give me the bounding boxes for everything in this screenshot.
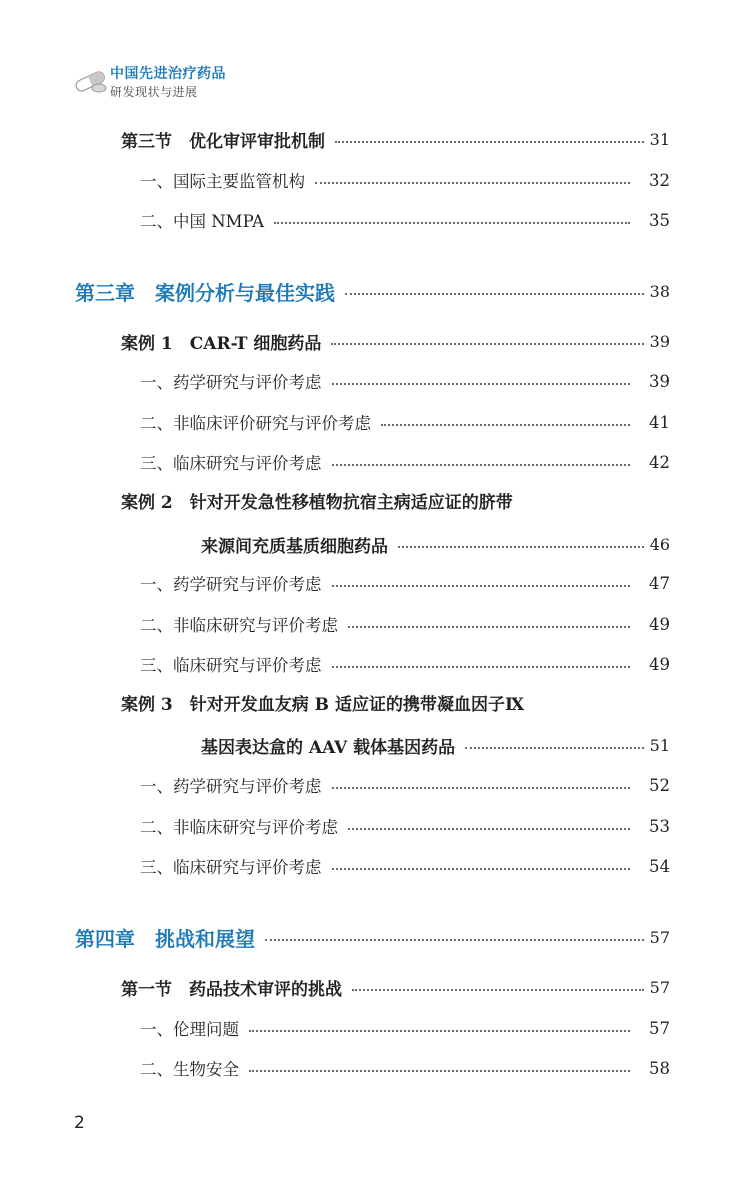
toc-case-entry[interactable] bbox=[201, 730, 670, 760]
toc-label: 第三节 优化审评审批机制 bbox=[121, 131, 325, 152]
toc-subsection-entry[interactable] bbox=[140, 851, 670, 881]
toc-page-number: 53 bbox=[649, 816, 670, 836]
toc-chapter-label: 第三章 案例分析与最佳实践 bbox=[75, 280, 335, 305]
toc-label: 一、伦理问题 bbox=[140, 1020, 239, 1039]
dot-leader bbox=[398, 546, 644, 548]
dot-leader bbox=[381, 424, 630, 426]
toc-label: 二、中国 NMPA bbox=[140, 212, 265, 231]
dot-leader bbox=[345, 293, 644, 295]
toc-subsection-entry[interactable] bbox=[140, 609, 670, 639]
dot-leader bbox=[465, 747, 643, 749]
toc-label: 二、非临床评价研究与评价考虑 bbox=[140, 414, 371, 433]
toc-subsection-entry[interactable] bbox=[140, 811, 670, 841]
toc-page-number: 54 bbox=[649, 856, 670, 876]
toc-page-number: 47 bbox=[649, 573, 670, 593]
toc-section-entry[interactable] bbox=[121, 972, 670, 1002]
running-header bbox=[72, 60, 332, 104]
dot-leader bbox=[249, 1070, 630, 1072]
toc-page-number: 41 bbox=[649, 412, 670, 432]
dot-leader bbox=[332, 383, 631, 385]
toc-page-number: 49 bbox=[649, 654, 670, 674]
book-title: 中国先进治疗药品 bbox=[110, 66, 226, 82]
toc-label: 三、临床研究与评价考虑 bbox=[140, 454, 322, 473]
toc-chapter-entry[interactable] bbox=[75, 922, 670, 952]
toc-page-number: 31 bbox=[649, 129, 670, 149]
dot-leader bbox=[348, 626, 630, 628]
toc-subsection-entry[interactable] bbox=[140, 568, 670, 598]
toc-subsection-entry[interactable] bbox=[140, 447, 670, 477]
toc-label: 二、非临床研究与评价考虑 bbox=[140, 616, 338, 635]
dot-leader bbox=[352, 989, 644, 991]
toc-page-number: 57 bbox=[649, 1018, 670, 1038]
dot-leader bbox=[332, 464, 631, 466]
toc-subsection-entry[interactable] bbox=[140, 205, 670, 235]
dot-leader bbox=[332, 787, 631, 789]
toc-label: 一、药学研究与评价考虑 bbox=[140, 373, 322, 392]
toc-page-number: 57 bbox=[649, 977, 670, 997]
toc-case-title-line1[interactable]: 案例 3 针对开发血友病 B 适应证的携带凝血因子Ⅸ bbox=[121, 695, 525, 715]
dot-leader bbox=[315, 182, 630, 184]
toc-subsection-entry[interactable] bbox=[140, 1053, 670, 1083]
book-subtitle: 研发现状与进展 bbox=[110, 85, 198, 99]
toc-label: 三、临床研究与评价考虑 bbox=[140, 656, 322, 675]
toc-page-number: 52 bbox=[649, 775, 670, 795]
dot-leader bbox=[332, 585, 631, 587]
dot-leader bbox=[332, 868, 631, 870]
toc-page-number: 51 bbox=[649, 735, 670, 755]
toc-page-number: 42 bbox=[649, 452, 670, 472]
toc-page-number: 46 bbox=[649, 534, 670, 554]
toc-subsection-entry[interactable] bbox=[140, 770, 670, 800]
pill-capsule-icon bbox=[72, 68, 108, 94]
toc-label: 三、临床研究与评价考虑 bbox=[140, 858, 322, 877]
toc-label: 一、国际主要监管机构 bbox=[140, 172, 305, 191]
dot-leader bbox=[331, 343, 643, 345]
toc-page-number: 32 bbox=[649, 170, 670, 190]
dot-leader bbox=[348, 828, 630, 830]
toc-label: 案例 1 CAR-T 细胞药品 bbox=[121, 333, 322, 354]
toc-chapter-label: 第四章 挑战和展望 bbox=[75, 926, 255, 951]
toc-subsection-entry[interactable] bbox=[140, 407, 670, 437]
toc-label: 二、生物安全 bbox=[140, 1060, 239, 1079]
dot-leader bbox=[274, 222, 630, 224]
toc-label: 一、药学研究与评价考虑 bbox=[140, 777, 322, 796]
toc-page-number: 58 bbox=[649, 1058, 670, 1078]
toc-page-number: 35 bbox=[649, 210, 670, 230]
toc-chapter-entry[interactable] bbox=[75, 276, 670, 306]
toc-label: 一、药学研究与评价考虑 bbox=[140, 575, 322, 594]
dot-leader bbox=[335, 141, 644, 143]
toc-label: 来源间充质基质细胞药品 bbox=[201, 536, 388, 557]
page-folio: 2 bbox=[74, 1113, 85, 1133]
toc-page-number: 39 bbox=[649, 371, 670, 391]
toc-page-number: 39 bbox=[649, 331, 670, 351]
toc-label: 基因表达盒的 AAV 载体基因药品 bbox=[201, 737, 456, 758]
toc-case-entry[interactable] bbox=[201, 529, 670, 559]
dot-leader bbox=[249, 1030, 630, 1032]
toc-subsection-entry[interactable] bbox=[140, 165, 670, 195]
dot-leader bbox=[332, 666, 631, 668]
toc-label: 第一节 药品技术审评的挑战 bbox=[121, 979, 342, 1000]
toc-page-number: 38 bbox=[649, 281, 670, 301]
toc-subsection-entry[interactable] bbox=[140, 366, 670, 396]
dot-leader bbox=[265, 939, 644, 941]
toc-case-title-line1[interactable]: 案例 2 针对开发急性移植物抗宿主病适应证的脐带 bbox=[121, 493, 513, 513]
toc-page-number: 57 bbox=[649, 927, 670, 947]
toc-label: 二、非临床研究与评价考虑 bbox=[140, 818, 338, 837]
toc-subsection-entry[interactable] bbox=[140, 649, 670, 679]
toc-page-number: 49 bbox=[649, 614, 670, 634]
toc-case-entry[interactable] bbox=[121, 326, 670, 356]
toc-subsection-entry[interactable] bbox=[140, 1013, 670, 1043]
toc-section-entry[interactable] bbox=[121, 124, 670, 154]
